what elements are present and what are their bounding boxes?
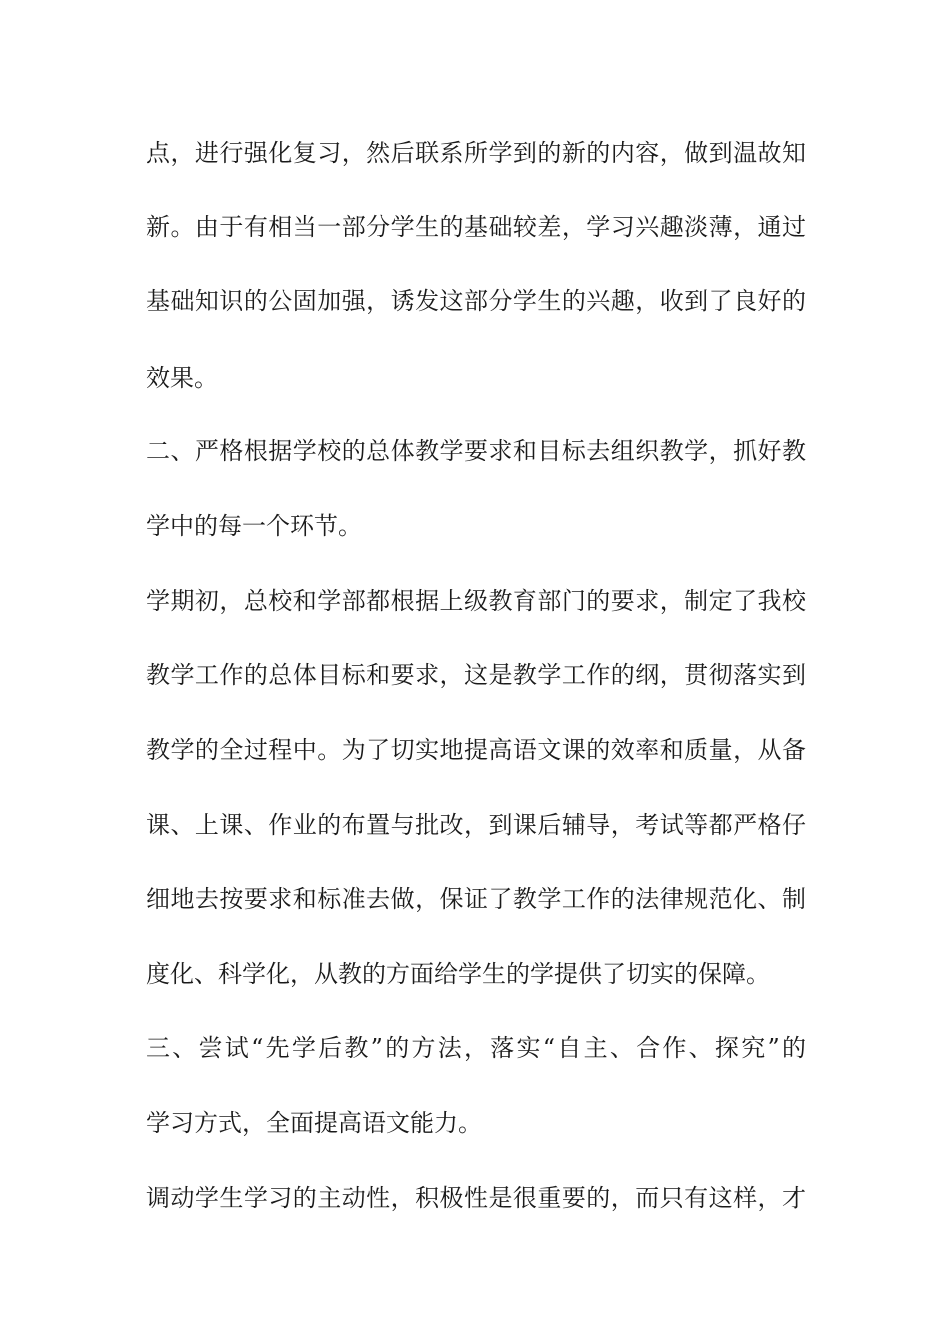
text-line: 课、上课、作业的布置与批改，到课后辅导，考试等都严格仔 [146,811,806,839]
section-heading-3: 三、尝试“先学后教”的方法，落实“自主、合作、探究”的 [146,1034,806,1062]
text-line: 细地去按要求和标准去做，保证了教学工作的法律规范化、制 [146,885,806,913]
text-line: 教学工作的总体目标和要求，这是教学工作的纲，贯彻落实到 [146,661,806,689]
section-heading-2-cont: 学中的每一个环节。 [146,512,362,540]
text-line: 教学的全过程中。为了切实地提高语文课的效率和质量，从备 [146,736,806,764]
text-line: 学期初，总校和学部都根据上级教育部门的要求，制定了我校 [146,587,806,615]
section-heading-2: 二、严格根据学校的总体教学要求和目标去组织教学，抓好教 [146,437,806,465]
section-heading-3-cont: 学习方式，全面提高语文能力。 [146,1109,482,1137]
text-line: 效果。 [146,364,218,392]
text-line: 基础知识的公固加强，诱发这部分学生的兴趣，收到了良好的 [146,287,806,315]
text-line: 调动学生学习的主动性，积极性是很重要的，而只有这样，才 [146,1184,806,1212]
text-line: 度化、科学化，从教的方面给学生的学提供了切实的保障。 [146,960,770,988]
text-line: 点，进行强化复习，然后联系所学到的新的内容，做到温故知 [146,139,806,167]
text-line: 新。由于有相当一部分学生的基础较差，学习兴趣淡薄，通过 [146,213,806,241]
